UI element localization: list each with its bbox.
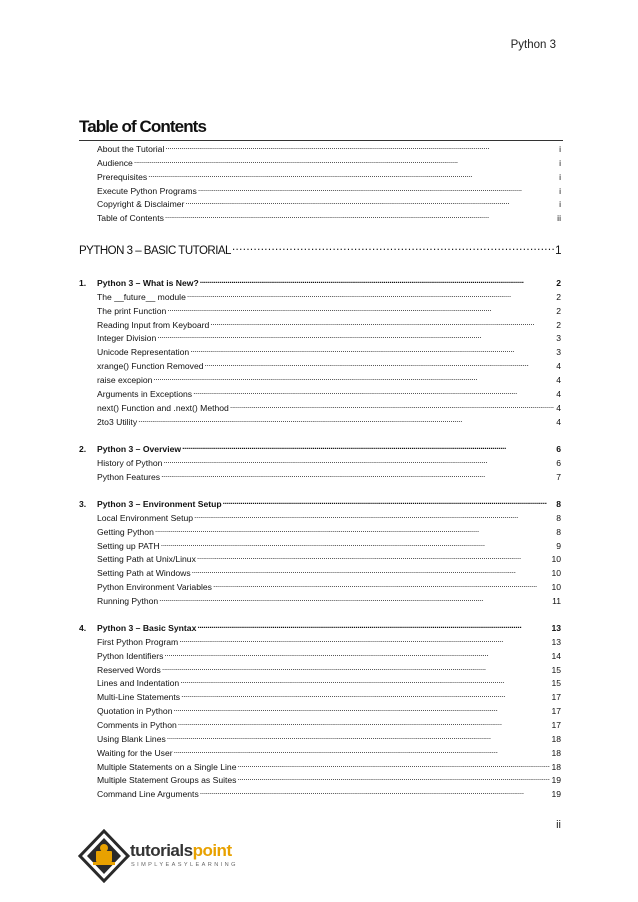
toc-entry-page: 7 xyxy=(556,471,561,482)
toc-entry[interactable] xyxy=(97,401,561,414)
toc-entry-label: About the Tutorial xyxy=(97,144,165,154)
toc-entry-page: i xyxy=(559,157,561,168)
toc-entry-label: Python 3 – What is New? xyxy=(97,278,199,288)
toc-entry-page: 11 xyxy=(552,595,561,606)
dot-leader xyxy=(193,387,555,397)
toc-entry-page: 2 xyxy=(556,305,561,316)
dot-leader xyxy=(187,290,555,300)
toc-entry-label: Multi-Line Statements xyxy=(97,692,181,703)
toc-entry-page: 13 xyxy=(551,636,561,647)
toc-entry-page: ii xyxy=(557,213,561,224)
toc-entry-page: 8 xyxy=(556,512,561,523)
dot-leader xyxy=(213,580,550,590)
dot-leader xyxy=(237,773,550,783)
dot-leader xyxy=(180,676,550,686)
toc-entry-label: Python Environment Variables xyxy=(97,582,212,593)
logo-wordmark xyxy=(130,841,232,861)
toc-entry-page: 17 xyxy=(551,719,561,730)
dot-leader xyxy=(148,170,558,180)
toc-entry-label: next() Function and .next() Method xyxy=(97,402,229,413)
toc-entry-page: 4 xyxy=(556,388,561,399)
toc-entry-page: 15 xyxy=(551,664,561,675)
toc-entry-page: i xyxy=(559,199,561,210)
toc-entry-label: Multiple Statements on a Single Line xyxy=(97,761,237,772)
toc-entry[interactable] xyxy=(97,704,561,717)
dot-leader xyxy=(210,318,555,328)
toc-entry-page: 4 xyxy=(556,416,561,427)
front-matter-entry[interactable] xyxy=(97,184,561,197)
dot-leader xyxy=(167,304,555,314)
toc-entry[interactable] xyxy=(97,787,561,800)
dot-leader xyxy=(223,497,556,507)
dot-leader xyxy=(153,373,555,383)
dot-leader xyxy=(165,142,558,152)
toc-entry-page: 18 xyxy=(551,761,561,772)
toc-entry-label: History of Python xyxy=(97,457,163,468)
dot-leader xyxy=(230,401,555,411)
logo-diamond-icon xyxy=(78,829,130,883)
toc-entry[interactable] xyxy=(97,331,561,344)
dot-leader xyxy=(200,276,556,286)
dot-leader xyxy=(194,511,555,521)
front-matter-entry[interactable] xyxy=(97,142,561,155)
dot-leader xyxy=(200,787,551,797)
dot-leader xyxy=(179,635,550,645)
chapter-heading[interactable] xyxy=(79,442,561,455)
toc-entry-page: i xyxy=(559,185,561,196)
dot-leader xyxy=(138,415,555,425)
dot-leader xyxy=(205,359,556,369)
toc-entry-label: First Python Program xyxy=(97,636,179,647)
front-matter-entry[interactable] xyxy=(97,197,561,210)
toc-entry-label: Prerequisites xyxy=(97,171,148,182)
toc-entry-label: Audience xyxy=(97,157,133,168)
toc-entry[interactable] xyxy=(97,539,561,552)
toc-entry[interactable] xyxy=(97,456,561,469)
toc-entry-page: 18 xyxy=(551,747,561,758)
dot-leader xyxy=(185,197,558,207)
toc-entry-page: 6 xyxy=(556,444,561,454)
chapter-number: 2. xyxy=(79,444,87,454)
toc-entry[interactable] xyxy=(97,470,561,483)
toc-entry-label: Multiple Statement Groups as Suites xyxy=(97,775,237,786)
dot-leader xyxy=(165,211,556,221)
toc-entry-label: Waiting for the User xyxy=(97,747,173,758)
toc-entry[interactable] xyxy=(97,566,561,579)
toc-entry[interactable] xyxy=(97,635,561,648)
running-header-title: Python 3 xyxy=(510,39,556,51)
toc-entry[interactable] xyxy=(97,552,561,565)
toc-entry-page: 2 xyxy=(556,278,561,288)
toc-entry[interactable] xyxy=(97,387,561,400)
toc-entry[interactable] xyxy=(97,373,561,386)
dot-leader xyxy=(178,718,551,728)
toc-entry-page: 13 xyxy=(551,623,561,633)
toc-entry-page: 19 xyxy=(551,789,561,800)
chapter-heading[interactable] xyxy=(79,497,561,510)
toc-entry-page: 8 xyxy=(556,526,561,537)
tutorialspoint-logo xyxy=(78,829,258,883)
toc-entry-page: 17 xyxy=(551,706,561,717)
front-matter-entry[interactable] xyxy=(97,170,561,183)
toc-entry-page: i xyxy=(559,144,561,154)
toc-entry-page: 4 xyxy=(556,402,561,413)
dot-leader xyxy=(161,539,555,549)
chapter-heading[interactable] xyxy=(79,276,561,289)
front-matter-entry[interactable] xyxy=(97,156,561,169)
dot-leader xyxy=(174,704,551,714)
toc-entry-page: 3 xyxy=(556,347,561,358)
toc-entry-label: Unicode Representation xyxy=(97,347,190,358)
dot-leader xyxy=(159,594,551,604)
dot-leader xyxy=(157,331,555,341)
toc-entry-page: 10 xyxy=(551,568,561,579)
chapter-heading[interactable] xyxy=(79,621,561,634)
dot-leader xyxy=(163,456,555,466)
toc-entry[interactable] xyxy=(97,718,561,731)
toc-entry[interactable] xyxy=(97,525,561,538)
toc-entry-page: 2 xyxy=(556,319,561,330)
toc-entry-label: Getting Python xyxy=(97,526,154,537)
toc-entry-page: 2 xyxy=(556,291,561,302)
dot-leader xyxy=(164,649,550,659)
toc-entry-page: 4 xyxy=(556,374,561,385)
toc-entry-label: Python Features xyxy=(97,471,161,482)
toc-entry[interactable] xyxy=(97,773,561,786)
toc-entry-label: Setting Path at Unix/Linux xyxy=(97,554,196,565)
toc-entry-label: xrange() Function Removed xyxy=(97,361,204,372)
toc-entry[interactable] xyxy=(97,649,561,662)
toc-entry-page: 3 xyxy=(556,333,561,344)
toc-entry-label: PYTHON 3 – BASIC TUTORIAL xyxy=(79,245,231,257)
toc-entry-page: 17 xyxy=(551,692,561,703)
toc-entry[interactable] xyxy=(97,732,561,745)
dot-leader xyxy=(238,760,551,770)
toc-entry-page: 10 xyxy=(551,582,561,593)
logo-wordmark-a: tutorials xyxy=(130,841,193,860)
toc-entry-page: 14 xyxy=(551,650,561,661)
toc-entry-label: Python 3 – Overview xyxy=(97,444,182,454)
dot-leader xyxy=(232,242,554,254)
front-matter-entry[interactable] xyxy=(97,211,561,224)
logo-tagline: SIMPLYEASYLEARNING xyxy=(131,862,238,868)
toc-entry[interactable] xyxy=(97,415,561,428)
toc-entry-label: Comments in Python xyxy=(97,719,177,730)
dot-leader xyxy=(192,566,551,576)
dot-leader xyxy=(162,663,551,673)
part-heading[interactable] xyxy=(79,242,561,258)
toc-entry[interactable] xyxy=(97,594,561,607)
dot-leader xyxy=(197,552,551,562)
toc-entry-label: Reading Input from Keyboard xyxy=(97,319,210,330)
dot-leader xyxy=(190,345,555,355)
toc-entry-label: The __future__ module xyxy=(97,291,186,302)
toc-entry-label: raise excepion xyxy=(97,374,153,385)
toc-entry-label: Using Blank Lines xyxy=(97,733,166,744)
toc-entry-label: The print Function xyxy=(97,305,167,316)
toc-entry-page: 4 xyxy=(556,361,561,372)
toc-entry[interactable] xyxy=(97,676,561,689)
toc-entry-label: Command Line Arguments xyxy=(97,789,199,800)
toc-entry-page: 10 xyxy=(551,554,561,565)
toc-entry-page: 9 xyxy=(556,540,561,551)
toc-entry-label: Table of Contents xyxy=(97,213,164,224)
toc-entry-label: Setting up PATH xyxy=(97,540,160,551)
toc-entry-label: Python 3 – Environment Setup xyxy=(97,499,222,509)
toc-entry-label: Execute Python Programs xyxy=(97,185,197,196)
dot-leader xyxy=(197,621,550,631)
dot-leader xyxy=(155,525,555,535)
toc-entry-label: Reserved Words xyxy=(97,664,161,675)
dot-leader xyxy=(134,156,558,166)
toc-entry-page: i xyxy=(559,171,561,182)
toc-entry-label: Setting Path at Windows xyxy=(97,568,191,579)
dot-leader xyxy=(167,732,551,742)
toc-entry-page: 18 xyxy=(551,733,561,744)
logo-wordmark-b: point xyxy=(192,841,232,860)
toc-entry-label: 2to3 Utility xyxy=(97,416,138,427)
toc-entry-label: Python 3 – Basic Syntax xyxy=(97,623,197,633)
toc-entry[interactable] xyxy=(97,580,561,593)
toc-entry[interactable] xyxy=(97,760,561,773)
dot-leader xyxy=(174,746,551,756)
toc-entry-page: 15 xyxy=(551,678,561,689)
toc-entry-page: 8 xyxy=(556,499,561,509)
dot-leader xyxy=(181,690,550,700)
dot-leader xyxy=(182,442,555,452)
toc-entry-label: Lines and Indentation xyxy=(97,678,180,689)
dot-leader xyxy=(198,184,558,194)
toc-entry-label: Quotation in Python xyxy=(97,706,173,717)
toc-entry[interactable] xyxy=(97,663,561,676)
toc-entry[interactable] xyxy=(97,359,561,372)
chapter-number: 4. xyxy=(79,623,87,633)
toc-entry-label: Integer Division xyxy=(97,333,157,344)
toc-entry-label: Local Environment Setup xyxy=(97,512,194,523)
toc-entry-page: 19 xyxy=(551,775,561,786)
page-number: ii xyxy=(556,819,561,831)
chapter-number: 1. xyxy=(79,278,87,288)
toc-entry-label: Python Identifiers xyxy=(97,650,164,661)
toc-entry-page: 1 xyxy=(555,245,561,257)
toc-entry-label: Arguments in Exceptions xyxy=(97,388,193,399)
chapter-number: 3. xyxy=(79,499,87,509)
toc-entry[interactable] xyxy=(97,345,561,358)
toc-entry-label: Copyright & Disclaimer xyxy=(97,199,185,210)
toc-entry[interactable] xyxy=(97,290,561,303)
toc-entry[interactable] xyxy=(97,511,561,524)
toc-entry[interactable] xyxy=(97,746,561,759)
toc-entry[interactable] xyxy=(97,318,561,331)
toc-entry[interactable] xyxy=(97,690,561,703)
toc-entry-label: Running Python xyxy=(97,595,159,606)
page-title: Table of Contents xyxy=(79,117,563,141)
toc-entry[interactable] xyxy=(97,304,561,317)
dot-leader xyxy=(161,470,555,480)
toc-entry-page: 6 xyxy=(556,457,561,468)
